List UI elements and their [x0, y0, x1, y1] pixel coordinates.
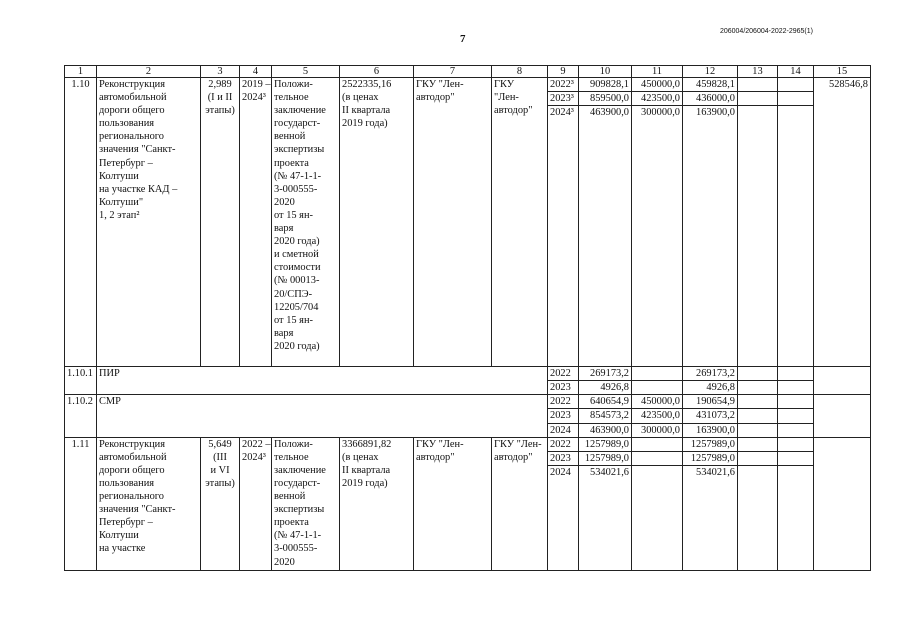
- year-cell: 2023: [548, 451, 579, 465]
- column-number: 11: [632, 66, 683, 78]
- row-number: 1.11: [65, 437, 97, 570]
- row-number: 1.10: [65, 78, 97, 367]
- customer: ГКУ "Лен- автодор": [414, 78, 492, 367]
- total-amount: 534021,6: [579, 465, 632, 570]
- column-number: 9: [548, 66, 579, 78]
- empty-cell: [738, 395, 778, 409]
- year-cell: 2023: [548, 409, 579, 423]
- column-number: 5: [272, 66, 340, 78]
- empty-cell: [778, 423, 814, 437]
- year-cell: 2022³: [548, 78, 579, 92]
- object-length: 2,989 (I и II этапы): [201, 78, 240, 367]
- empty-cell: [738, 106, 778, 367]
- federal-amount: 450000,0: [632, 78, 683, 92]
- total-amount: 640654,9: [579, 395, 632, 409]
- total-amount: 4926,8: [579, 381, 632, 395]
- column-number: 13: [738, 66, 778, 78]
- year-cell: 2022: [548, 437, 579, 451]
- empty-cell: [738, 437, 778, 451]
- year-cell: 2024³: [548, 106, 579, 367]
- regional-amount: 1257989,0: [683, 437, 738, 451]
- empty-cell: [778, 367, 814, 381]
- federal-amount: [632, 437, 683, 451]
- column-number: 14: [778, 66, 814, 78]
- table-row: [65, 78, 871, 92]
- empty-cell: [738, 92, 778, 106]
- year-cell: 2022: [548, 395, 579, 409]
- empty-cell: [814, 437, 871, 570]
- empty-cell: [738, 423, 778, 437]
- empty-cell: [778, 92, 814, 106]
- customer: ГКУ "Лен- автодор": [414, 437, 492, 570]
- empty-cell: [778, 381, 814, 395]
- regional-amount: 163900,0: [683, 106, 738, 367]
- regional-amount: 459828,1: [683, 78, 738, 92]
- regional-amount: 163900,0: [683, 423, 738, 437]
- table-row: [65, 437, 871, 451]
- federal-amount: 423500,0: [632, 92, 683, 106]
- empty-cell: [738, 381, 778, 395]
- subsection-label: ПИР: [97, 367, 548, 395]
- regional-amount: 190654,9: [683, 395, 738, 409]
- table-row: [65, 395, 871, 409]
- empty-cell: [738, 465, 778, 570]
- column-number: 4: [240, 66, 272, 78]
- federal-amount: 423500,0: [632, 409, 683, 423]
- column-number: 8: [492, 66, 548, 78]
- empty-cell: [778, 465, 814, 570]
- column-number: 12: [683, 66, 738, 78]
- federal-amount: [632, 465, 683, 570]
- column-number: 6: [340, 66, 414, 78]
- empty-cell: [738, 409, 778, 423]
- empty-cell: [778, 78, 814, 92]
- regional-amount: 269173,2: [683, 367, 738, 381]
- year-cell: 2023³: [548, 92, 579, 106]
- expertise-basis: Положи- тельное заключение государст- венной экспертизы проекта (№ 47-1-1- 3-000555- 2020 от 15 ян- варя 2020 года) и сметной стоимости (№ 00013- 20/СПЭ- 12205/704 от 15 ян- варя 2020 года): [272, 78, 340, 367]
- subsection-label: СМР: [97, 395, 548, 437]
- total-amount: 859500,0: [579, 92, 632, 106]
- estimated-cost: 3366891,82 (в ценах II квартала 2019 года): [340, 437, 414, 570]
- column-number: 2: [97, 66, 201, 78]
- total-amount: 909828,1: [579, 78, 632, 92]
- construction-period: 2022 – 2024³: [240, 437, 272, 570]
- object-name: Реконструкция автомобильной дороги общего пользования регионального значения "Санкт- Петербург – Колтуши на участке: [97, 437, 201, 570]
- column-number-row: [65, 66, 871, 78]
- year-cell: 2022: [548, 367, 579, 381]
- row-number: 1.10.2: [65, 395, 97, 437]
- empty-cell: [814, 367, 871, 395]
- column-number: 1: [65, 66, 97, 78]
- column-15-value: 528546,8: [814, 78, 871, 367]
- construction-period: 2019 – 2024³: [240, 78, 272, 367]
- empty-cell: [738, 367, 778, 381]
- empty-cell: [738, 451, 778, 465]
- empty-cell: [738, 78, 778, 92]
- federal-amount: [632, 381, 683, 395]
- object-name: Реконструкция автомобильной дороги общего пользования регионального значения "Санкт- Петербург – Колтуши на участке КАД – Колтуши" 1, 2 этап²: [97, 78, 201, 367]
- total-amount: 1257989,0: [579, 451, 632, 465]
- year-cell: 2024: [548, 423, 579, 437]
- empty-cell: [814, 395, 871, 437]
- federal-amount: [632, 451, 683, 465]
- regional-amount: 431073,2: [683, 409, 738, 423]
- column-number: 3: [201, 66, 240, 78]
- total-amount: 463900,0: [579, 423, 632, 437]
- total-amount: 854573,2: [579, 409, 632, 423]
- builder: ГКУ "Лен- автодор": [492, 437, 548, 570]
- federal-amount: 300000,0: [632, 423, 683, 437]
- year-cell: 2023: [548, 381, 579, 395]
- page-number: 7: [460, 33, 466, 45]
- empty-cell: [778, 437, 814, 451]
- year-cell: 2024: [548, 465, 579, 570]
- total-amount: 463900,0: [579, 106, 632, 367]
- expertise-basis: Положи- тельное заключение государст- венной экспертизы проекта (№ 47-1-1- 3-000555- 2020: [272, 437, 340, 570]
- total-amount: 269173,2: [579, 367, 632, 381]
- empty-cell: [778, 409, 814, 423]
- empty-cell: [778, 451, 814, 465]
- estimated-cost: 2522335,16 (в ценах II квартала 2019 года): [340, 78, 414, 367]
- object-length: 5,649 (III и VI этапы): [201, 437, 240, 570]
- regional-amount: 1257989,0: [683, 451, 738, 465]
- builder: ГКУ "Лен- автодор": [492, 78, 548, 367]
- federal-amount: 300000,0: [632, 106, 683, 367]
- column-number: 10: [579, 66, 632, 78]
- table-row: [65, 367, 871, 381]
- column-number: 15: [814, 66, 871, 78]
- empty-cell: [778, 395, 814, 409]
- total-amount: 1257989,0: [579, 437, 632, 451]
- regional-amount: 436000,0: [683, 92, 738, 106]
- row-number: 1.10.1: [65, 367, 97, 395]
- federal-amount: 450000,0: [632, 395, 683, 409]
- document-code: 206004/206004-2022-2965(1): [719, 28, 813, 35]
- column-number: 7: [414, 66, 492, 78]
- federal-amount: [632, 367, 683, 381]
- empty-cell: [778, 106, 814, 367]
- regional-amount: 4926,8: [683, 381, 738, 395]
- regional-amount: 534021,6: [683, 465, 738, 570]
- object-list-table: [64, 65, 871, 571]
